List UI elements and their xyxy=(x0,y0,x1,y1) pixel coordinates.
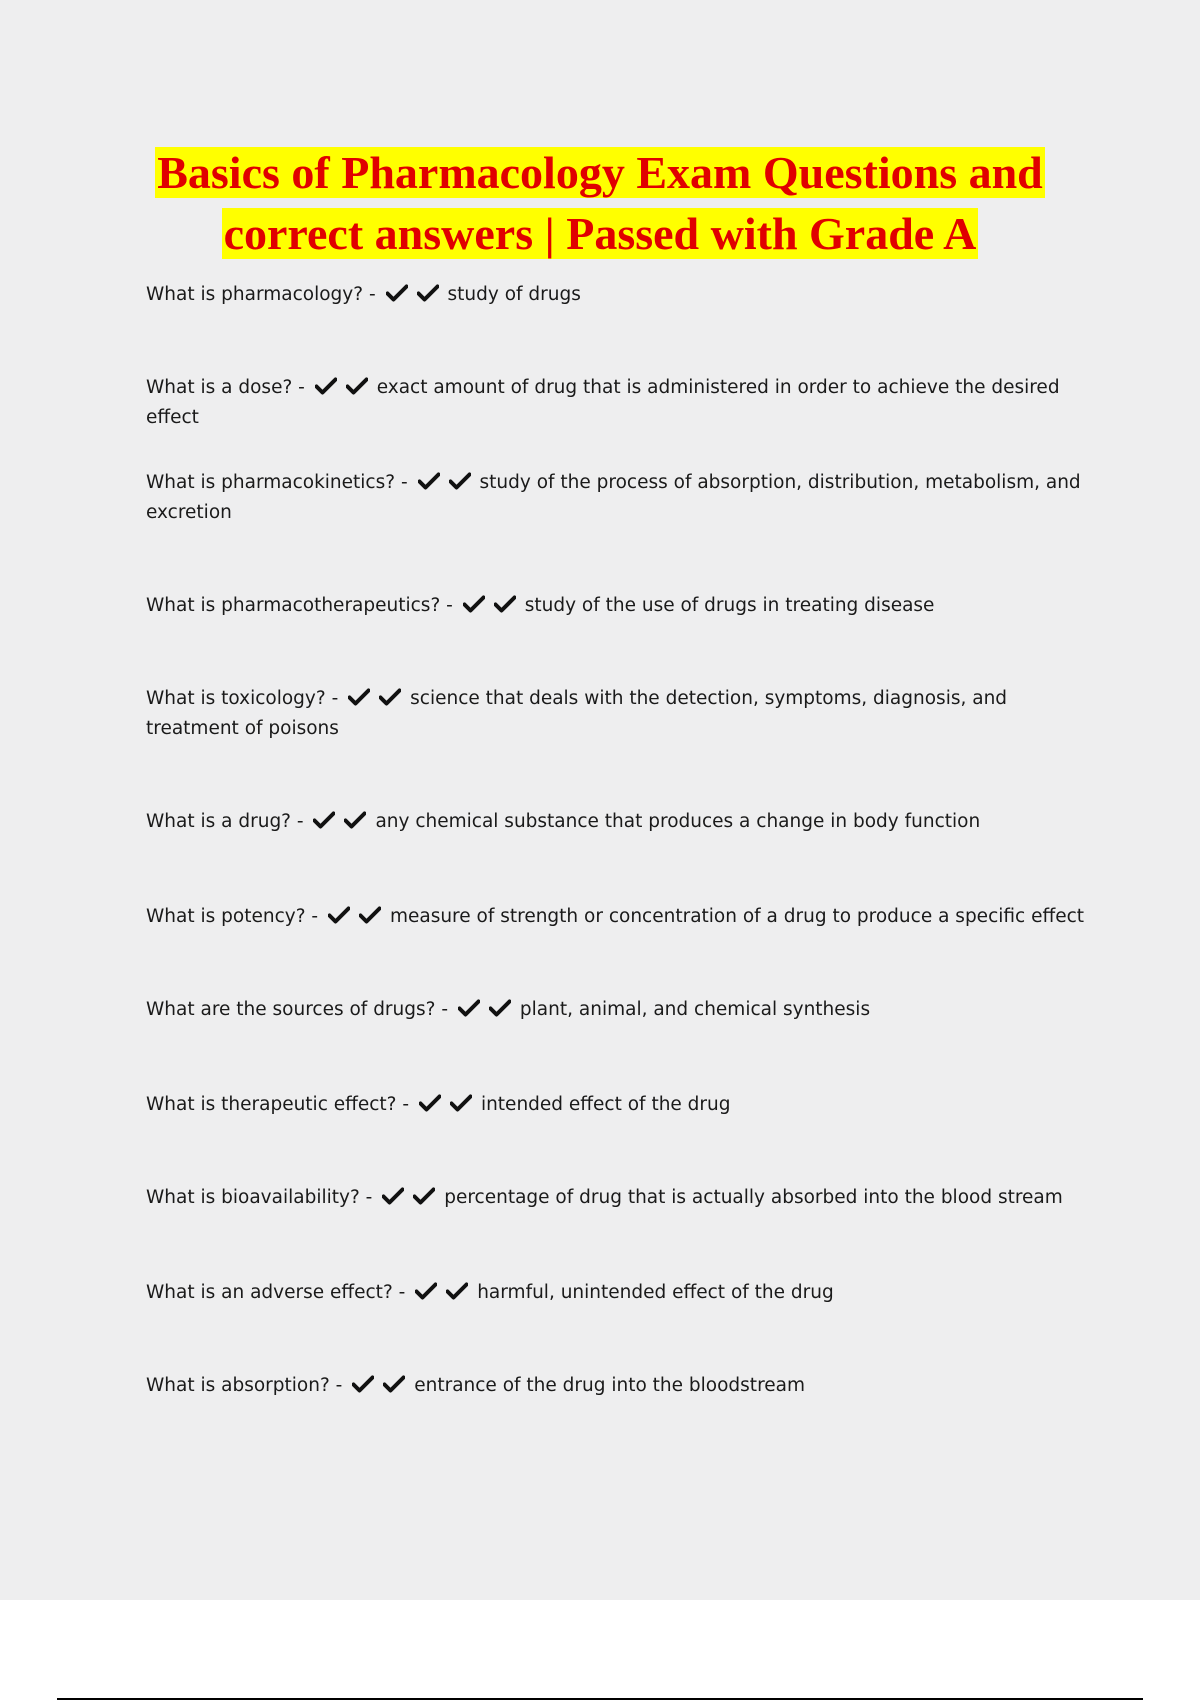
answer-text: study of the process of absorption, distribution, metabolism, and excretion xyxy=(146,472,1081,523)
check-icon xyxy=(463,595,485,613)
separator: - xyxy=(435,999,454,1020)
separator: - xyxy=(363,284,382,305)
check-marks xyxy=(419,1090,481,1120)
check-icon xyxy=(489,999,511,1017)
check-icon xyxy=(458,999,480,1017)
qa-item xyxy=(146,902,1086,932)
question-text: What is a dose? xyxy=(146,377,293,398)
question-text: What is pharmacotherapeutics? xyxy=(146,595,441,616)
question-text: What are the sources of drugs? xyxy=(146,999,436,1020)
check-icon xyxy=(383,1375,405,1393)
check-marks xyxy=(352,1371,414,1401)
qa-item xyxy=(146,591,1086,621)
check-icon xyxy=(344,811,366,829)
check-icon xyxy=(450,1094,472,1112)
separator: - xyxy=(396,1094,415,1115)
qa-item xyxy=(146,684,1086,744)
check-marks xyxy=(463,591,525,621)
separator: - xyxy=(325,688,345,709)
document-title xyxy=(100,142,1100,264)
question-text: What is an adverse effect? xyxy=(146,1282,393,1303)
check-icon xyxy=(346,377,368,395)
separator: - xyxy=(392,1282,412,1303)
qa-item xyxy=(146,1183,1086,1213)
check-marks xyxy=(313,807,375,837)
qa-item xyxy=(146,1090,1086,1120)
separator: - xyxy=(440,595,459,616)
check-icon xyxy=(348,688,370,706)
answer-text: exact amount of drug that is administered in order to achieve the desired effect xyxy=(146,377,1060,428)
answer-text: study of the use of drugs in treating disease xyxy=(524,595,935,616)
qa-item xyxy=(146,468,1086,528)
check-icon xyxy=(386,284,408,302)
check-marks xyxy=(315,373,377,403)
check-icon xyxy=(352,1375,374,1393)
question-text: What is toxicology? xyxy=(146,688,326,709)
separator: - xyxy=(305,906,324,927)
check-marks xyxy=(418,468,480,498)
check-icon xyxy=(382,1187,404,1205)
question-text: What is absorption? xyxy=(146,1375,330,1396)
question-text: What is pharmacokinetics? xyxy=(146,472,396,493)
separator: - xyxy=(291,811,310,832)
check-marks xyxy=(458,995,520,1025)
check-marks xyxy=(348,684,410,714)
check-icon xyxy=(359,906,381,924)
check-marks xyxy=(415,1278,477,1308)
question-text: What is bioavailability? xyxy=(146,1187,360,1208)
qa-item xyxy=(146,280,1086,310)
check-marks xyxy=(386,280,448,310)
qa-item xyxy=(146,995,1086,1025)
separator: - xyxy=(359,1187,379,1208)
check-icon xyxy=(379,688,401,706)
answer-text: entrance of the drug into the bloodstream xyxy=(414,1375,806,1396)
answer-text: harmful, unintended effect of the drug xyxy=(477,1282,834,1303)
check-icon xyxy=(415,1282,437,1300)
check-icon xyxy=(413,1187,435,1205)
check-icon xyxy=(417,284,439,302)
title-line-2: correct answers | Passed with Grade A xyxy=(223,208,977,259)
question-text: What is potency? xyxy=(146,906,306,927)
check-icon xyxy=(419,1094,441,1112)
check-icon xyxy=(494,595,516,613)
qa-item xyxy=(146,373,1086,433)
qa-item xyxy=(146,1371,1086,1401)
title-line-1: Basics of Pharmacology Exam Questions and xyxy=(157,147,1043,198)
answer-text: intended effect of the drug xyxy=(480,1094,731,1115)
check-marks xyxy=(382,1183,444,1213)
check-icon xyxy=(313,811,335,829)
question-text: What is a drug? xyxy=(146,811,292,832)
separator: - xyxy=(395,472,414,493)
check-icon xyxy=(315,377,337,395)
answer-text: measure of strength or concentration of a drug to produce a specific effect xyxy=(389,906,1085,927)
check-icon xyxy=(446,1282,468,1300)
check-icon xyxy=(418,472,440,490)
question-text: What is pharmacology? xyxy=(146,284,364,305)
answer-text: plant, animal, and chemical synthesis xyxy=(519,999,871,1020)
question-text: What is therapeutic effect? xyxy=(146,1094,397,1115)
check-marks xyxy=(328,902,390,932)
answer-text: percentage of drug that is actually absorbed into the blood stream xyxy=(444,1187,1063,1208)
qa-item xyxy=(146,1278,1086,1308)
qa-item xyxy=(146,807,1086,837)
separator: - xyxy=(292,377,311,398)
answer-text: science that deals with the detection, symptoms, diagnosis, and treatment of poisons xyxy=(146,688,1008,739)
check-icon xyxy=(328,906,350,924)
check-icon xyxy=(449,472,471,490)
answer-text: any chemical substance that produces a change in body function xyxy=(375,811,981,832)
answer-text: study of drugs xyxy=(447,284,581,305)
separator: - xyxy=(329,1375,349,1396)
